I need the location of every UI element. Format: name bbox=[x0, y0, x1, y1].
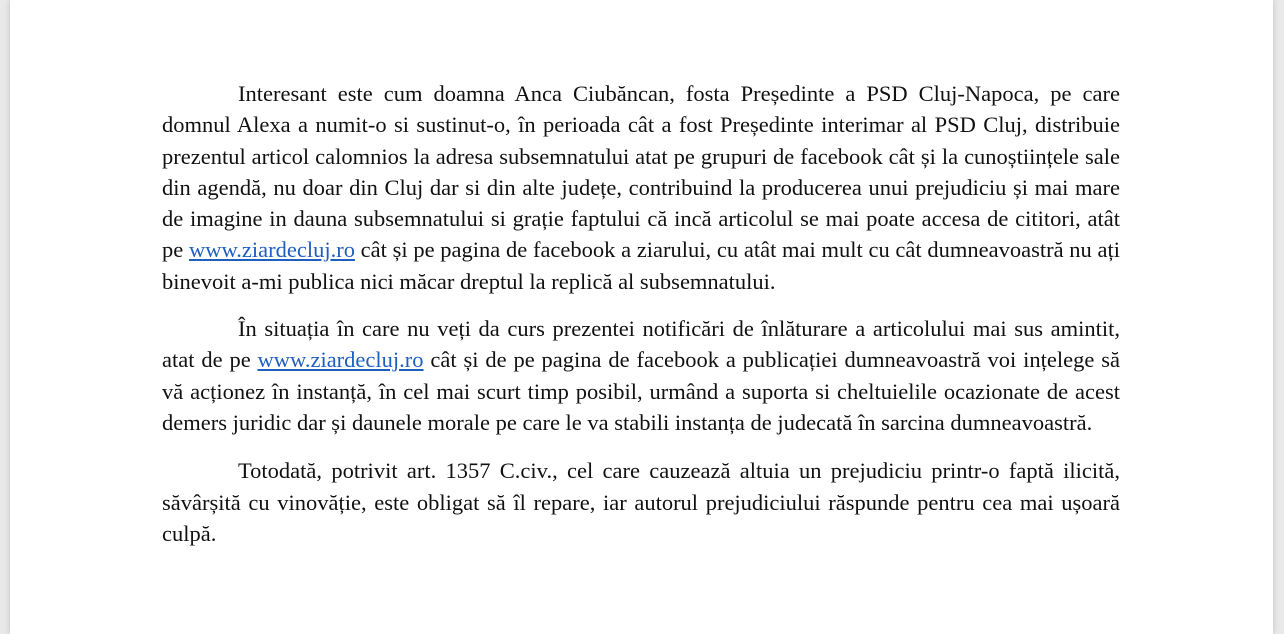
paragraph-2 bbox=[162, 313, 1120, 438]
paragraph-1 bbox=[162, 78, 1120, 297]
ziardecluj-link[interactable]: www.ziardecluj.ro bbox=[188, 237, 355, 263]
paragraph-1-text-end: cât și pe pagina de facebook a ziarului, cu atât mai mult cu cât dumneavoastră nu ați binevoit a-mi publica nici măcar dreptul la replică al subsemnatului. bbox=[162, 237, 1120, 294]
paragraph-1-text-start: Interesant este cum doamna Anca Ciubăncan, fosta Președinte a PSD Cluj-Napoca, pe care domnul Alexa a numit-o si sustinut-o, în perioada cât a fost Președinte interimar al PSD Cluj, distribuie prezentul articol calomnios la adresa subsemnatului atat pe grupuri de facebook cât și la cunoștiințele sale din agendă, nu doar din Cluj dar si din alte județe, contribuind la producerea unui prejudiciu și mai mare de imagine in dauna subsemnatului si grație faptului că incă articolul se mai poate accesa de cititori, atât pe bbox=[162, 81, 1120, 263]
document-body bbox=[162, 78, 1120, 549]
document-page bbox=[10, 0, 1273, 634]
paragraph-3: Totodată, potrivit art. 1357 C.civ., cel care cauzează altuia un prejudiciu printr-o faptă ilicită, săvârșită cu vinovăție, este obligat să îl repare, iar autorul prejudiciului răspunde pentru cea mai ușoară culpă. bbox=[162, 458, 1120, 546]
paragraph-2-text-end: cât și de pe pagina de facebook a publicației dumneavoastră voi ințelege să vă acționez în instanță, în cel mai scurt timp posibil, urmând a suporta si cheltuielile ocazionate de acest demers juridic dar și daunele morale pe care le va stabili instanța de judecată în sarcina dumneavoastră. bbox=[162, 347, 1120, 435]
paragraph-2-text-start: În situația în care nu veți da curs prezentei notificări de înlăturare a articolului mai sus amintit, atat de pe bbox=[162, 316, 1120, 373]
ziardecluj-link[interactable]: www.ziardecluj.ro bbox=[257, 347, 424, 373]
